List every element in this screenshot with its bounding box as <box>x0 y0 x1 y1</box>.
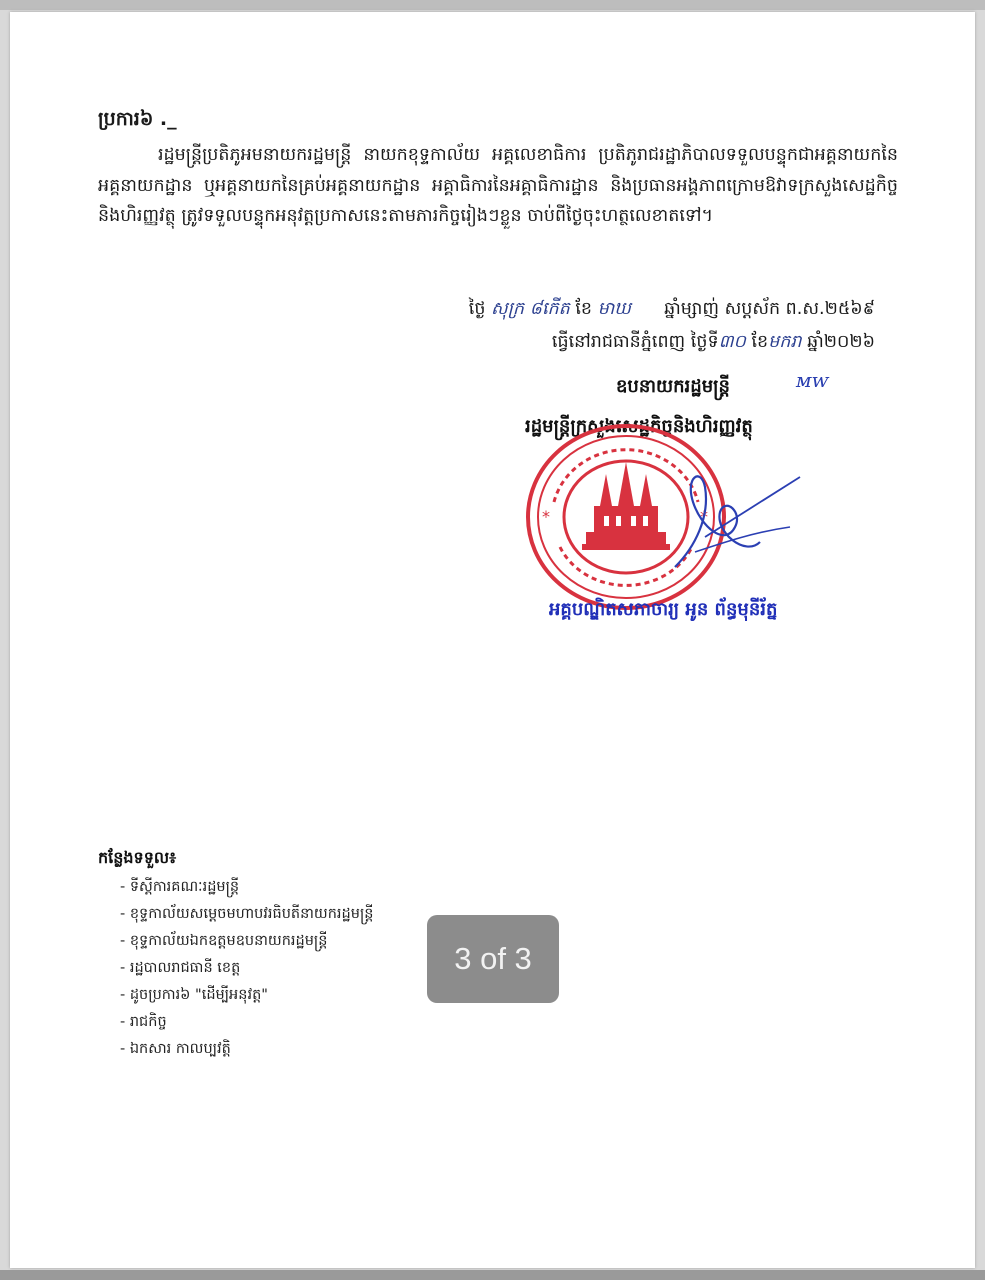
solar-month-prefix: ខែ <box>751 332 769 352</box>
signatory-title-minister: រដ្ឋមន្ត្រីក្រសួងសេដ្ឋកិច្ចនិងហិរញ្ញវត្ថុ <box>525 416 753 437</box>
signatory-name: អគ្គបណ្ឌិតសភាចារ្យ អូន ព័ន្ធមុនីរ័ត្ន <box>549 599 778 620</box>
recipients-heading: កន្លែងទទួល៖ <box>98 848 177 867</box>
viewer-bottom-edge <box>0 1270 985 1280</box>
solar-date-line <box>552 330 875 356</box>
signatory-title-deputy-pm: ឧបនាយករដ្ឋមន្ត្រី <box>616 376 730 397</box>
list-item: - ខុទ្ទកាល័យឯកឧត្តមឧបនាយករដ្ឋមន្ត្រី <box>120 928 373 955</box>
article-heading: ប្រការ៦ ._ <box>98 108 177 130</box>
list-item: - រដ្ឋបាលរាជធានី ខេត្ត <box>120 955 373 982</box>
handwritten-initials: ᴍᴡ <box>796 368 829 392</box>
list-item: - ឯកសារ កាលប្បវត្តិ <box>120 1036 373 1063</box>
lunar-day-prefix: ថ្ងៃ <box>468 299 486 319</box>
solar-date-prefix: ធ្វើនៅរាជធានីភ្នំពេញ ថ្ងៃទី <box>551 332 719 352</box>
recipients-list <box>120 874 373 1063</box>
svg-text:*: * <box>542 507 550 526</box>
article-body-text: រដ្ឋមន្ត្រីប្រតិភូអមនាយករដ្ឋមន្ត្រី នាយកខុទ្ទកាល័យ អគ្គលេខាធិការ ប្រតិភូរាជរដ្ឋាភិបាលទទួលបន្ទុកជាអគ្គនាយកនៃអគ្គនាយកដ្ឋាន ឬអគ្គនាយកនៃគ្រប់អគ្គនាយកដ្ឋាន អគ្គាធិការនៃអគ្គាធិការដ្ឋាន និងប្រធានអង្គភាពក្រោមឱវាទក្រសួងសេដ្ឋកិច្ចនិងហិរញ្ញវត្ថុ ត្រូវទទួលបន្ទុកអនុវត្តប្រកាសនេះតាមភារកិច្ចរៀងៗខ្លួន ចាប់ពីថ្ងៃចុះហត្ថលេខាតទៅ។ <box>98 145 898 226</box>
solar-month-handwritten: មករា <box>768 332 802 352</box>
article-body <box>98 140 898 232</box>
document-page <box>10 12 975 1268</box>
page-indicator: 3 of 3 <box>427 915 559 1003</box>
svg-text:*: * <box>700 507 708 526</box>
lunar-month-prefix: ខែ <box>575 299 592 319</box>
lunar-year: ឆ្នាំម្សាញ់ សប្តស័ក ព.ស.២៥៦៩ <box>664 299 875 319</box>
lunar-date-line <box>469 297 875 323</box>
solar-day-handwritten: ៣០ <box>718 332 746 352</box>
list-item: - ទីស្តីការគណៈរដ្ឋមន្ត្រី <box>120 874 373 901</box>
list-item: - រាជកិច្ច <box>120 1009 373 1036</box>
list-item: - ដូចប្រការ៦ "ដើម្បីអនុវត្ត" <box>120 982 373 1009</box>
signature-icon <box>665 457 805 582</box>
solar-year: ឆ្នាំ២០២៦ <box>807 332 875 352</box>
viewer-top-edge <box>0 0 985 10</box>
list-item: - ខុទ្ទកាល័យសម្តេចមហាបវរធិបតីនាយករដ្ឋមន្ត្រី <box>120 901 373 928</box>
lunar-day-handwritten: សុក្រ ៨កើត <box>491 299 570 319</box>
lunar-month-handwritten: មាឃ <box>597 299 631 319</box>
